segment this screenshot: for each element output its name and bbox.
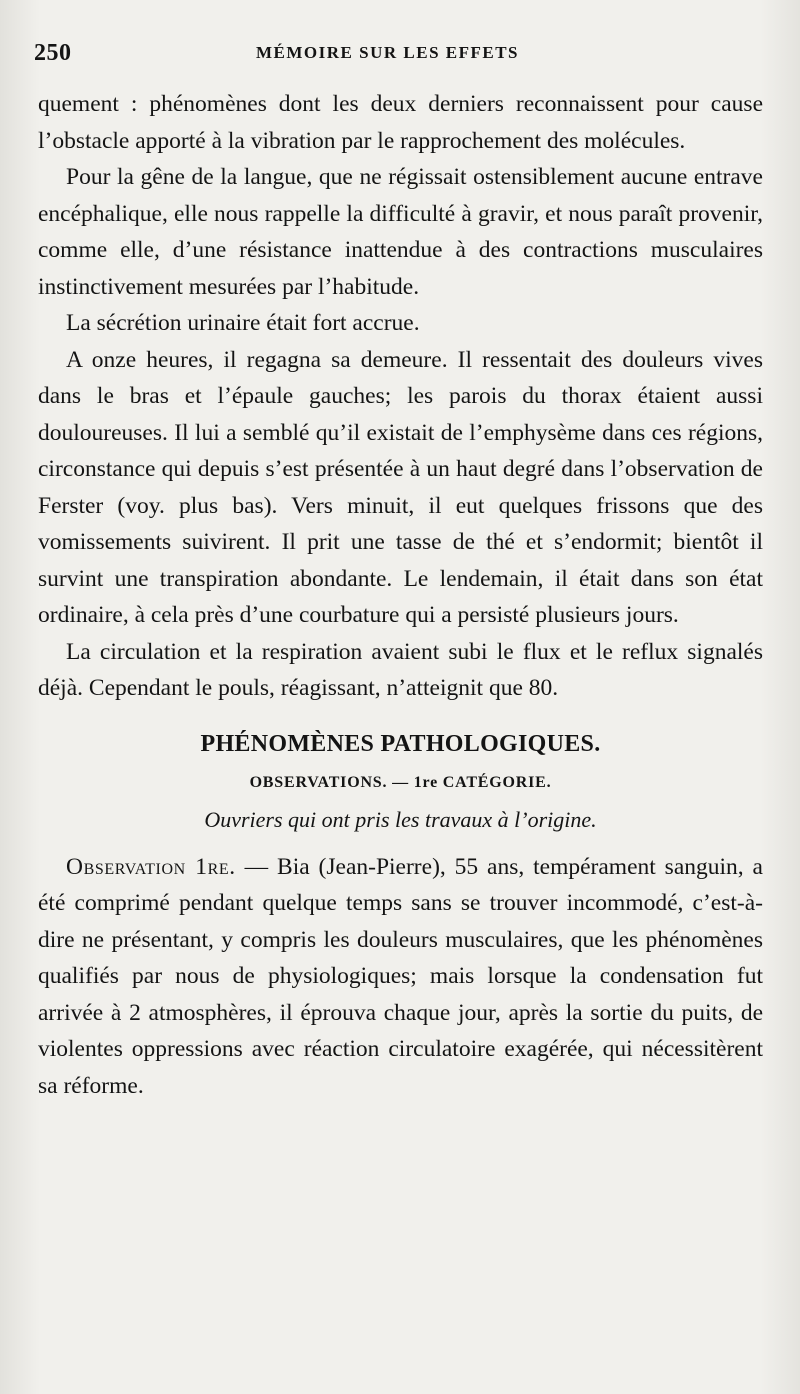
- paragraph-eleven-hours: A onze heures, il regagna sa demeure. Il ressentait des douleurs vives dans le bras et l’épaule gauches; les parois du thorax étaient aussi douloureuses. Il lui a semblé qu’il existait de l’emphysème dans ces régions, circonstance qui depuis s’est présentée à un haut degré dans l’observation de Ferster (voy. plus bas). Vers minuit, il eut quelques frissons que des vomissements suivirent. Il prit une tasse de thé et s’endormit; bientôt il survint une transpiration abondante. Le lendemain, il était dans son état ordinaire, à cela près d’une courbature qui a persisté plusieurs jours.: [38, 346, 763, 628]
- paragraph-circulation: La circulation et la respiration avaient subi le flux et le reflux signalés déjà. Cependant le pouls, réagissant, n’atteignit que 80.: [38, 638, 763, 701]
- paragraph-tongue: Pour la gêne de la langue, que ne régissait ostensiblement aucune entrave encéphalique, elle nous rappelle la difficulté à gravir, et nous paraît provenir, comme elle, d’une résistance inattendue à des contractions musculaires instinctivement mesurées par l’habitude.: [38, 164, 763, 300]
- observation-label: Observation 1re.: [66, 853, 236, 880]
- observation-text: — Bia (Jean-Pierre), 55 ans, tempérament sanguin, a été comprimé pendant quelque temps sans se trouver incommodé, c’est-à-dire ne présentant, y compris les douleurs musculaires, que les phénomènes qualifiés par nous de physiologiques; mais lorsque la condensation fut arrivée à 2 atmosphères, il éprouva chaque jour, après la sortie du puits, de violentes oppressions avec réaction circulatoire exagérée, qui nécessitèrent sa réforme.: [38, 853, 763, 1099]
- section-title: PHÉNOMÈNES PATHOLOGIQUES.: [200, 730, 601, 757]
- section-subtitle: Ouvriers qui ont pris les travaux à l’origine.: [204, 806, 597, 832]
- page-number: 250: [34, 40, 72, 66]
- running-title: MÉMOIRE SUR LES EFFETS: [256, 43, 520, 62]
- paragraph-urinary: La sécrétion urinaire était fort accrue.: [66, 310, 420, 336]
- running-head: [34, 40, 760, 72]
- paragraph-continuation: quement : phénomènes dont les deux derniers reconnaissent pour cause l’obstacle apporté à la vibration par le rapprochement des molécules.: [38, 91, 763, 154]
- category-heading: OBSERVATIONS. — 1re CATÉGORIE.: [249, 773, 552, 791]
- observation-paragraph: [38, 849, 763, 1105]
- body-text: [38, 86, 763, 1104]
